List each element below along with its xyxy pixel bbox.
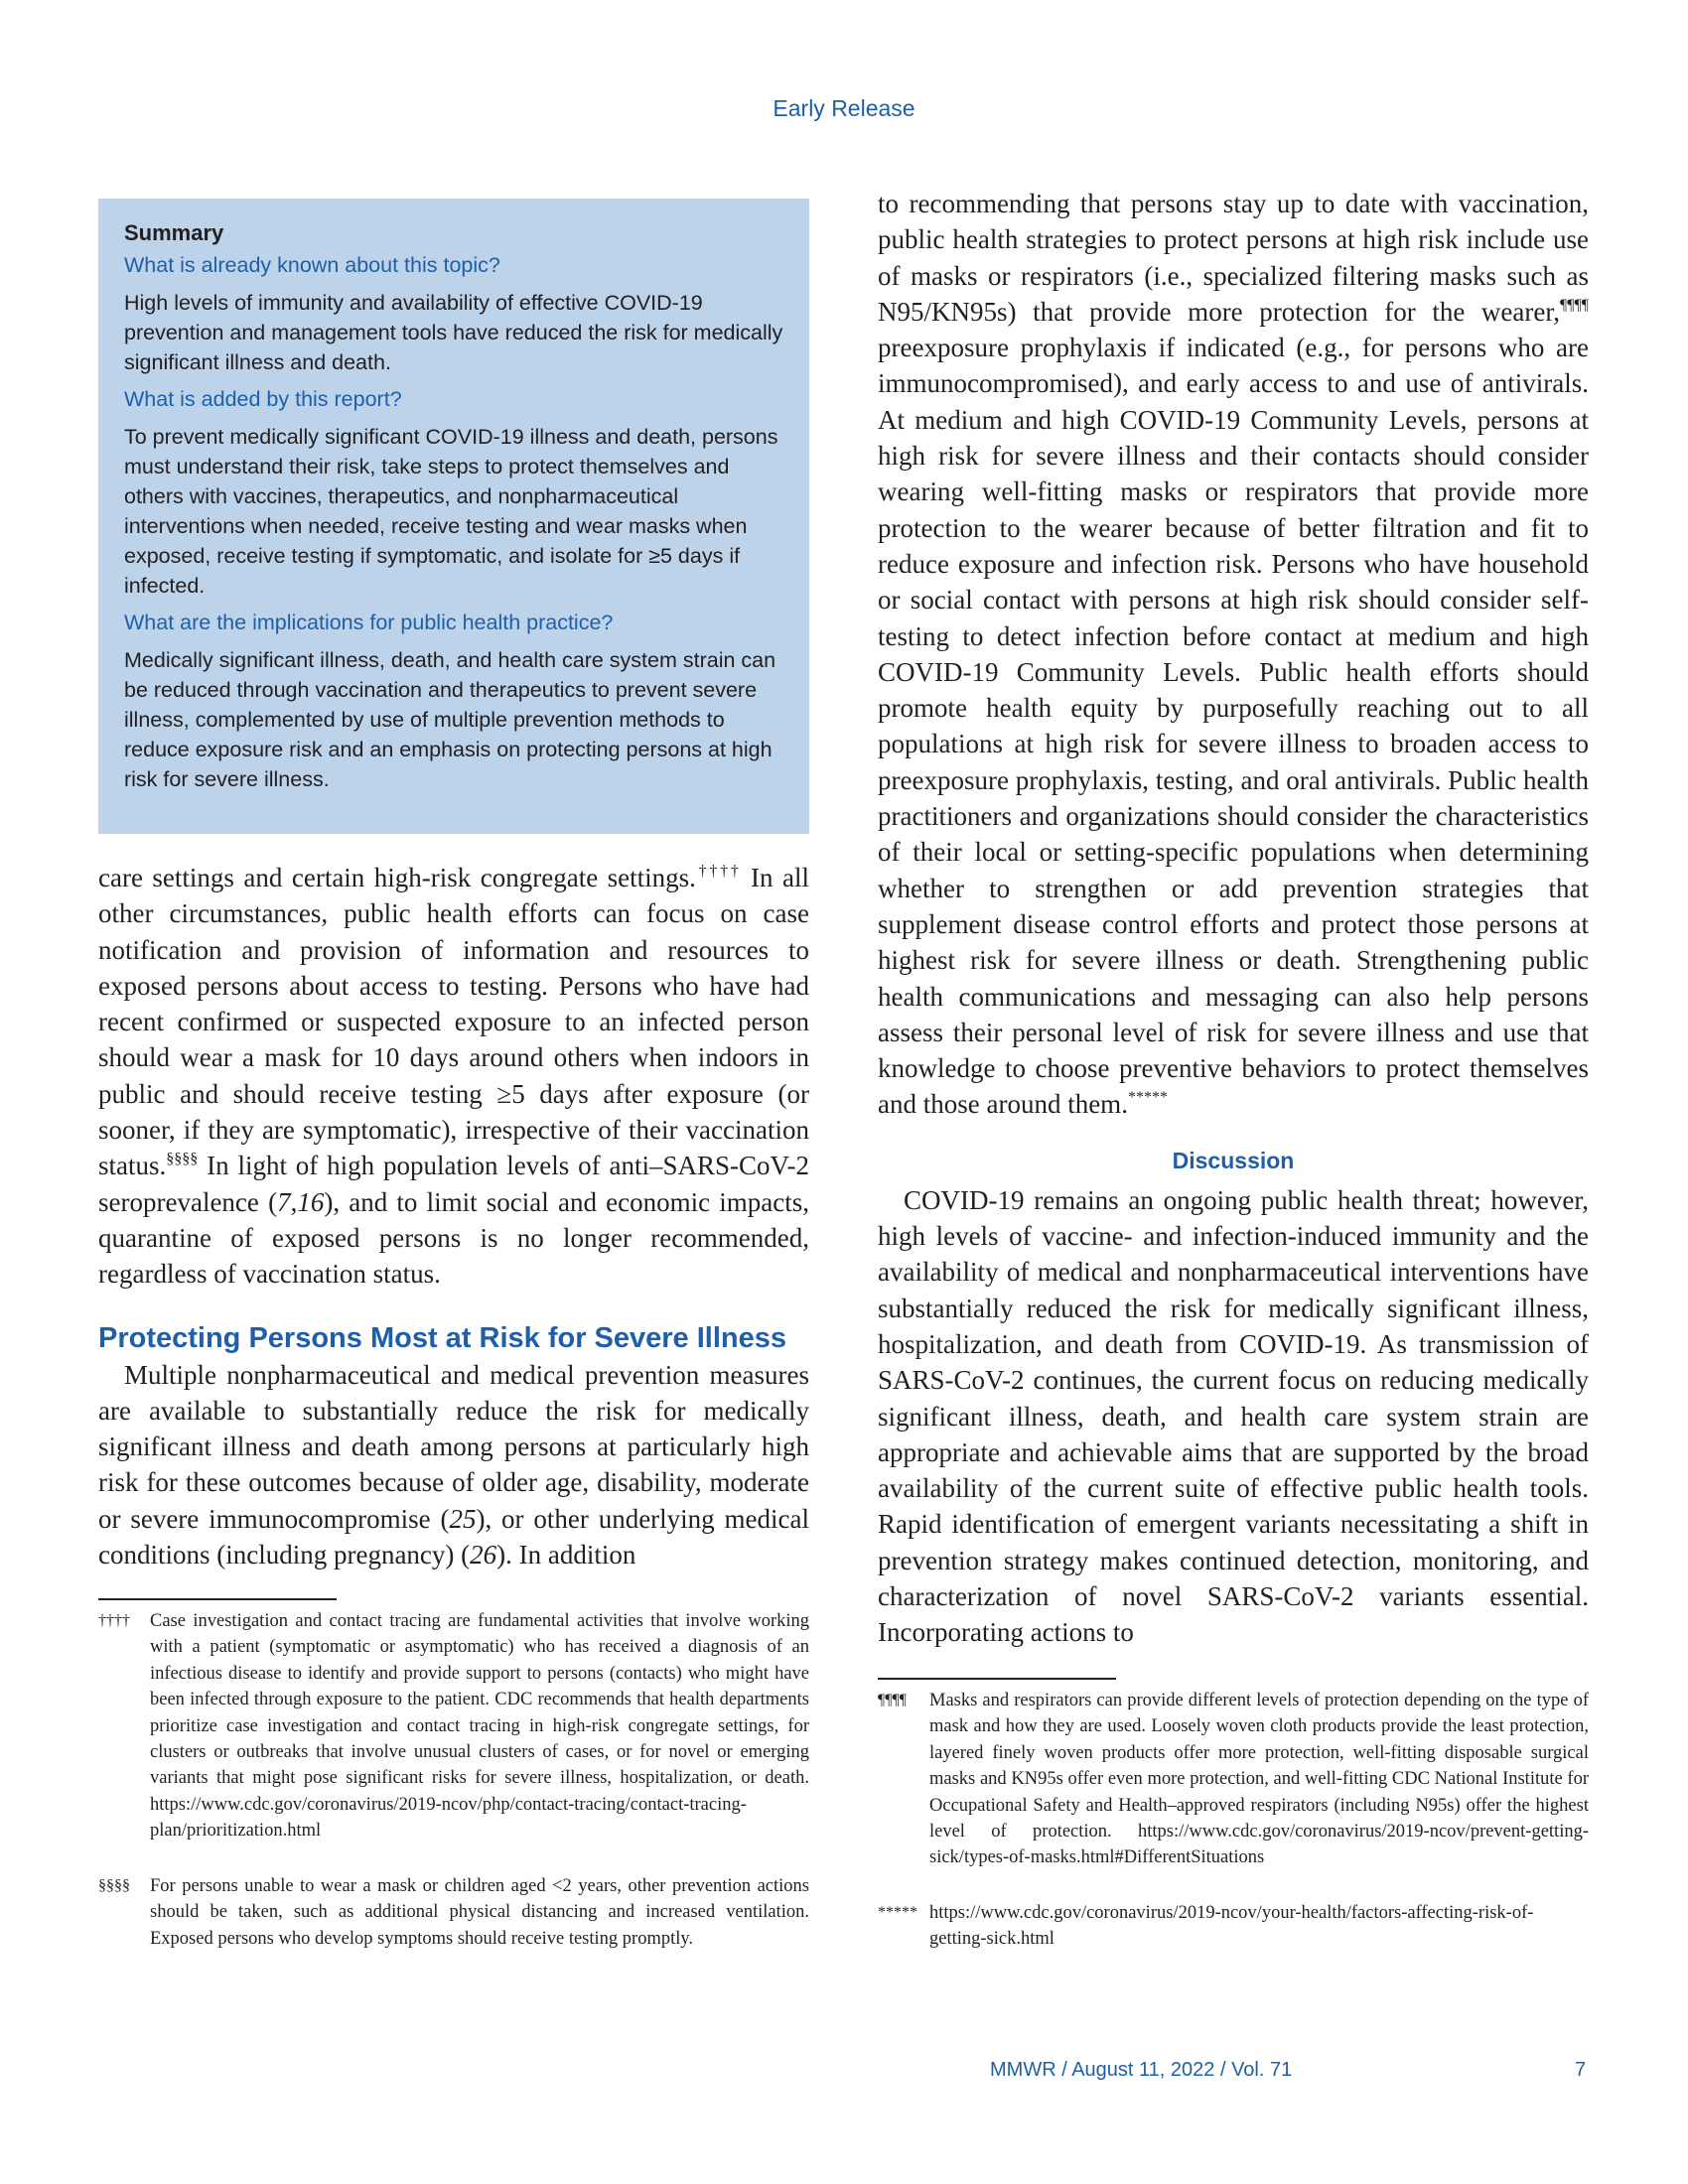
summary-question-3: What are the implications for public health practice? (124, 611, 614, 634)
footnote-mark: ***** (878, 1904, 917, 1921)
right-paragraph-2: COVID-19 remains an ongoing public health threat; however, high levels of vaccine- and infection-induced immunity and the availability of medical and nonpharmaceutical interventions have substantially reduced the risk for medically significant illness, hospitalization, and death from COVID-19. As transmission of SARS-CoV-2 continues, the current focus on reducing medically significant illness, death, and health care system strain are appropriate and achievable aims that are supported by the broad availability of the current suite of effective public health tools. Rapid identification of emergent variants necessitating a shift in prevention strategy makes continued detection, monitoring, and characterization of novel SARS-CoV-2 variants essential. Incorporating actions to (878, 1184, 1589, 1648)
left-paragraph-1: care settings and certain high-risk congregate settings.†††† In all other circumstances, public health efforts can focus on case notification and provision of information and resources to exposed persons about access to testing. Persons who have had recent confirmed or suspected exposure to an infected person should wear a mask for 10 days around others when indoors in public and should receive testing ≥5 days after exposure (or sooner, if they are symptomatic), irrespective of their vaccination status.§§§§ In light of high population levels of anti–SARS-CoV-2 seroprevalence (7,16), and to limit social and economic impacts, quarantine of exposed persons is no longer recommended, regardless of vaccination status. (98, 863, 809, 1290)
footnote-section (98, 1873, 809, 1952)
left-column (98, 860, 809, 1572)
left-paragraph-2: Multiple nonpharmaceutical and medical prevention measures are available to substantially reduce the risk for medically significant illness and death among persons at particularly high risk for these outcomes because of older age, disability, moderate or severe immunocompromise (25), or other underlying medical conditions (including pregnancy) (26). In addition (98, 1359, 809, 1570)
footnote-pilcrow (878, 1688, 1589, 1871)
footnote-text: For persons unable to wear a mask or children aged <2 years, other prevention actions should be taken, such as additional physical distancing and increased ventilation. Exposed persons who develop symptoms should receive testing promptly. (150, 1876, 809, 1949)
footnote-rule-right (878, 1678, 1116, 1680)
footnote-dagger (98, 1608, 809, 1844)
right-paragraph-1: to recommending that persons stay up to date with vaccination, public health strategies to protect persons at high risk include use of masks or respirators (i.e., specialized filtering masks such as N95/KN95s) that provide more protection for the wearer,¶¶¶¶ preexposure prophylaxis if indicated (e.g., for persons who are immunocompromised), and early access to and use of antivirals. At medium and high COVID-19 Community Levels, persons at high risk for severe illness and their contacts should consider wearing well-fitting masks or respirators that provide more protection to the wearer because of better filtration and fit to reduce exposure and infection risk. Persons who have household or social contact with persons at high risk should consider self-testing to detect infection before contact at medium and high COVID-19 Community Levels. Public health efforts should promote health equity by purposefully reaching out to all populations at high risk for severe illness to broaden access to preexposure prophylaxis, testing, and oral antivirals. Public health practitioners and organizations should consider the characteristics of their local or setting-specific populations when determining whether to strengthen or add prevention strategies that supplement disease control efforts and protect those persons at highest risk for severe illness or death. Strengthening public health communications and messaging can also help persons assess their personal level of risk for severe illness and use that knowledge to choose preventive behaviors to protect themselves and those around them.***** (878, 189, 1589, 1120)
footnote-asterisk (878, 1900, 1589, 1953)
section-heading-protecting: Protecting Persons Most at Risk for Severe Illness (98, 1321, 787, 1354)
footnote-mark: †††† (98, 1612, 130, 1629)
summary-question-1: What is already known about this topic? (124, 253, 500, 277)
page-number: 7 (1575, 2059, 1587, 2081)
footnote-text: https://www.cdc.gov/coronavirus/2019-ncov/your-health/factors-affecting-risk-of-getting-sick.html (929, 1903, 1534, 1950)
section-heading-discussion: Discussion (1172, 1147, 1295, 1173)
footnote-mark: §§§§ (98, 1877, 130, 1894)
summary-title: Summary (124, 220, 224, 245)
footnote-text: Masks and respirators can provide different levels of protection depending on the type of mask and how they are used. Loosely woven cloth products provide the least protection, layered finely woven products offer more protection, well-fitting disposable surgical masks and KN95s offer even more protection, and well-fitting CDC National Institute for Occupational Safety and Health–approved respirators (including N95s) offer the highest level of protection. https://www.cdc.gov/coronavirus/2019-ncov/prevent-getting-sick/types-of-masks.html#DifferentSituations (929, 1691, 1589, 1868)
summary-question-2: What is added by this report? (124, 387, 402, 411)
footer-citation: MMWR / August 11, 2022 / Vol. 71 (990, 2059, 1293, 2081)
footnote-rule-left (98, 1598, 337, 1600)
summary-answer-2: To prevent medically significant COVID-19 illness and death, persons must understand their risk, take steps to protect themselves and others with vaccines, therapeutics, and nonpharmaceutical interventions when needed, receive testing and wear masks when exposed, receive testing if symptomatic, and isolate for ≥5 days if infected. (124, 425, 778, 598)
summary-answer-3: Medically significant illness, death, and health care system strain can be reduced through vaccination and therapeutics to prevent severe illness, complemented by use of multiple prevention methods to reduce exposure risk and an emphasis on protecting persons at high risk for severe illness. (124, 648, 776, 791)
running-head: Early Release (773, 95, 915, 121)
footnote-mark: ¶¶¶¶ (878, 1692, 907, 1708)
summary-box (98, 199, 809, 834)
right-column (878, 186, 1589, 1651)
footnote-text: Case investigation and contact tracing are fundamental activities that involve working with a patient (symptomatic or asymptomatic) who has received a diagnosis of an infectious disease to identify and provide support to persons (contacts) who might have been infected through exposure to the patient. CDC recommends that health departments prioritize case investigation and contact tracing in high-risk congregate settings, for clusters or outbreaks that involve unusual clusters of cases, or for novel or emerging variants that might pose significant risks for severe illness, hospitalization, or death. https://www.cdc.gov/coronavirus/2019-ncov/php/contact-tracing/contact-tracing-plan/prioritization.html (150, 1611, 809, 1842)
summary-answer-1: High levels of immunity and availability of effective COVID-19 prevention and management tools have reduced the risk for medically significant illness and death. (124, 291, 783, 374)
